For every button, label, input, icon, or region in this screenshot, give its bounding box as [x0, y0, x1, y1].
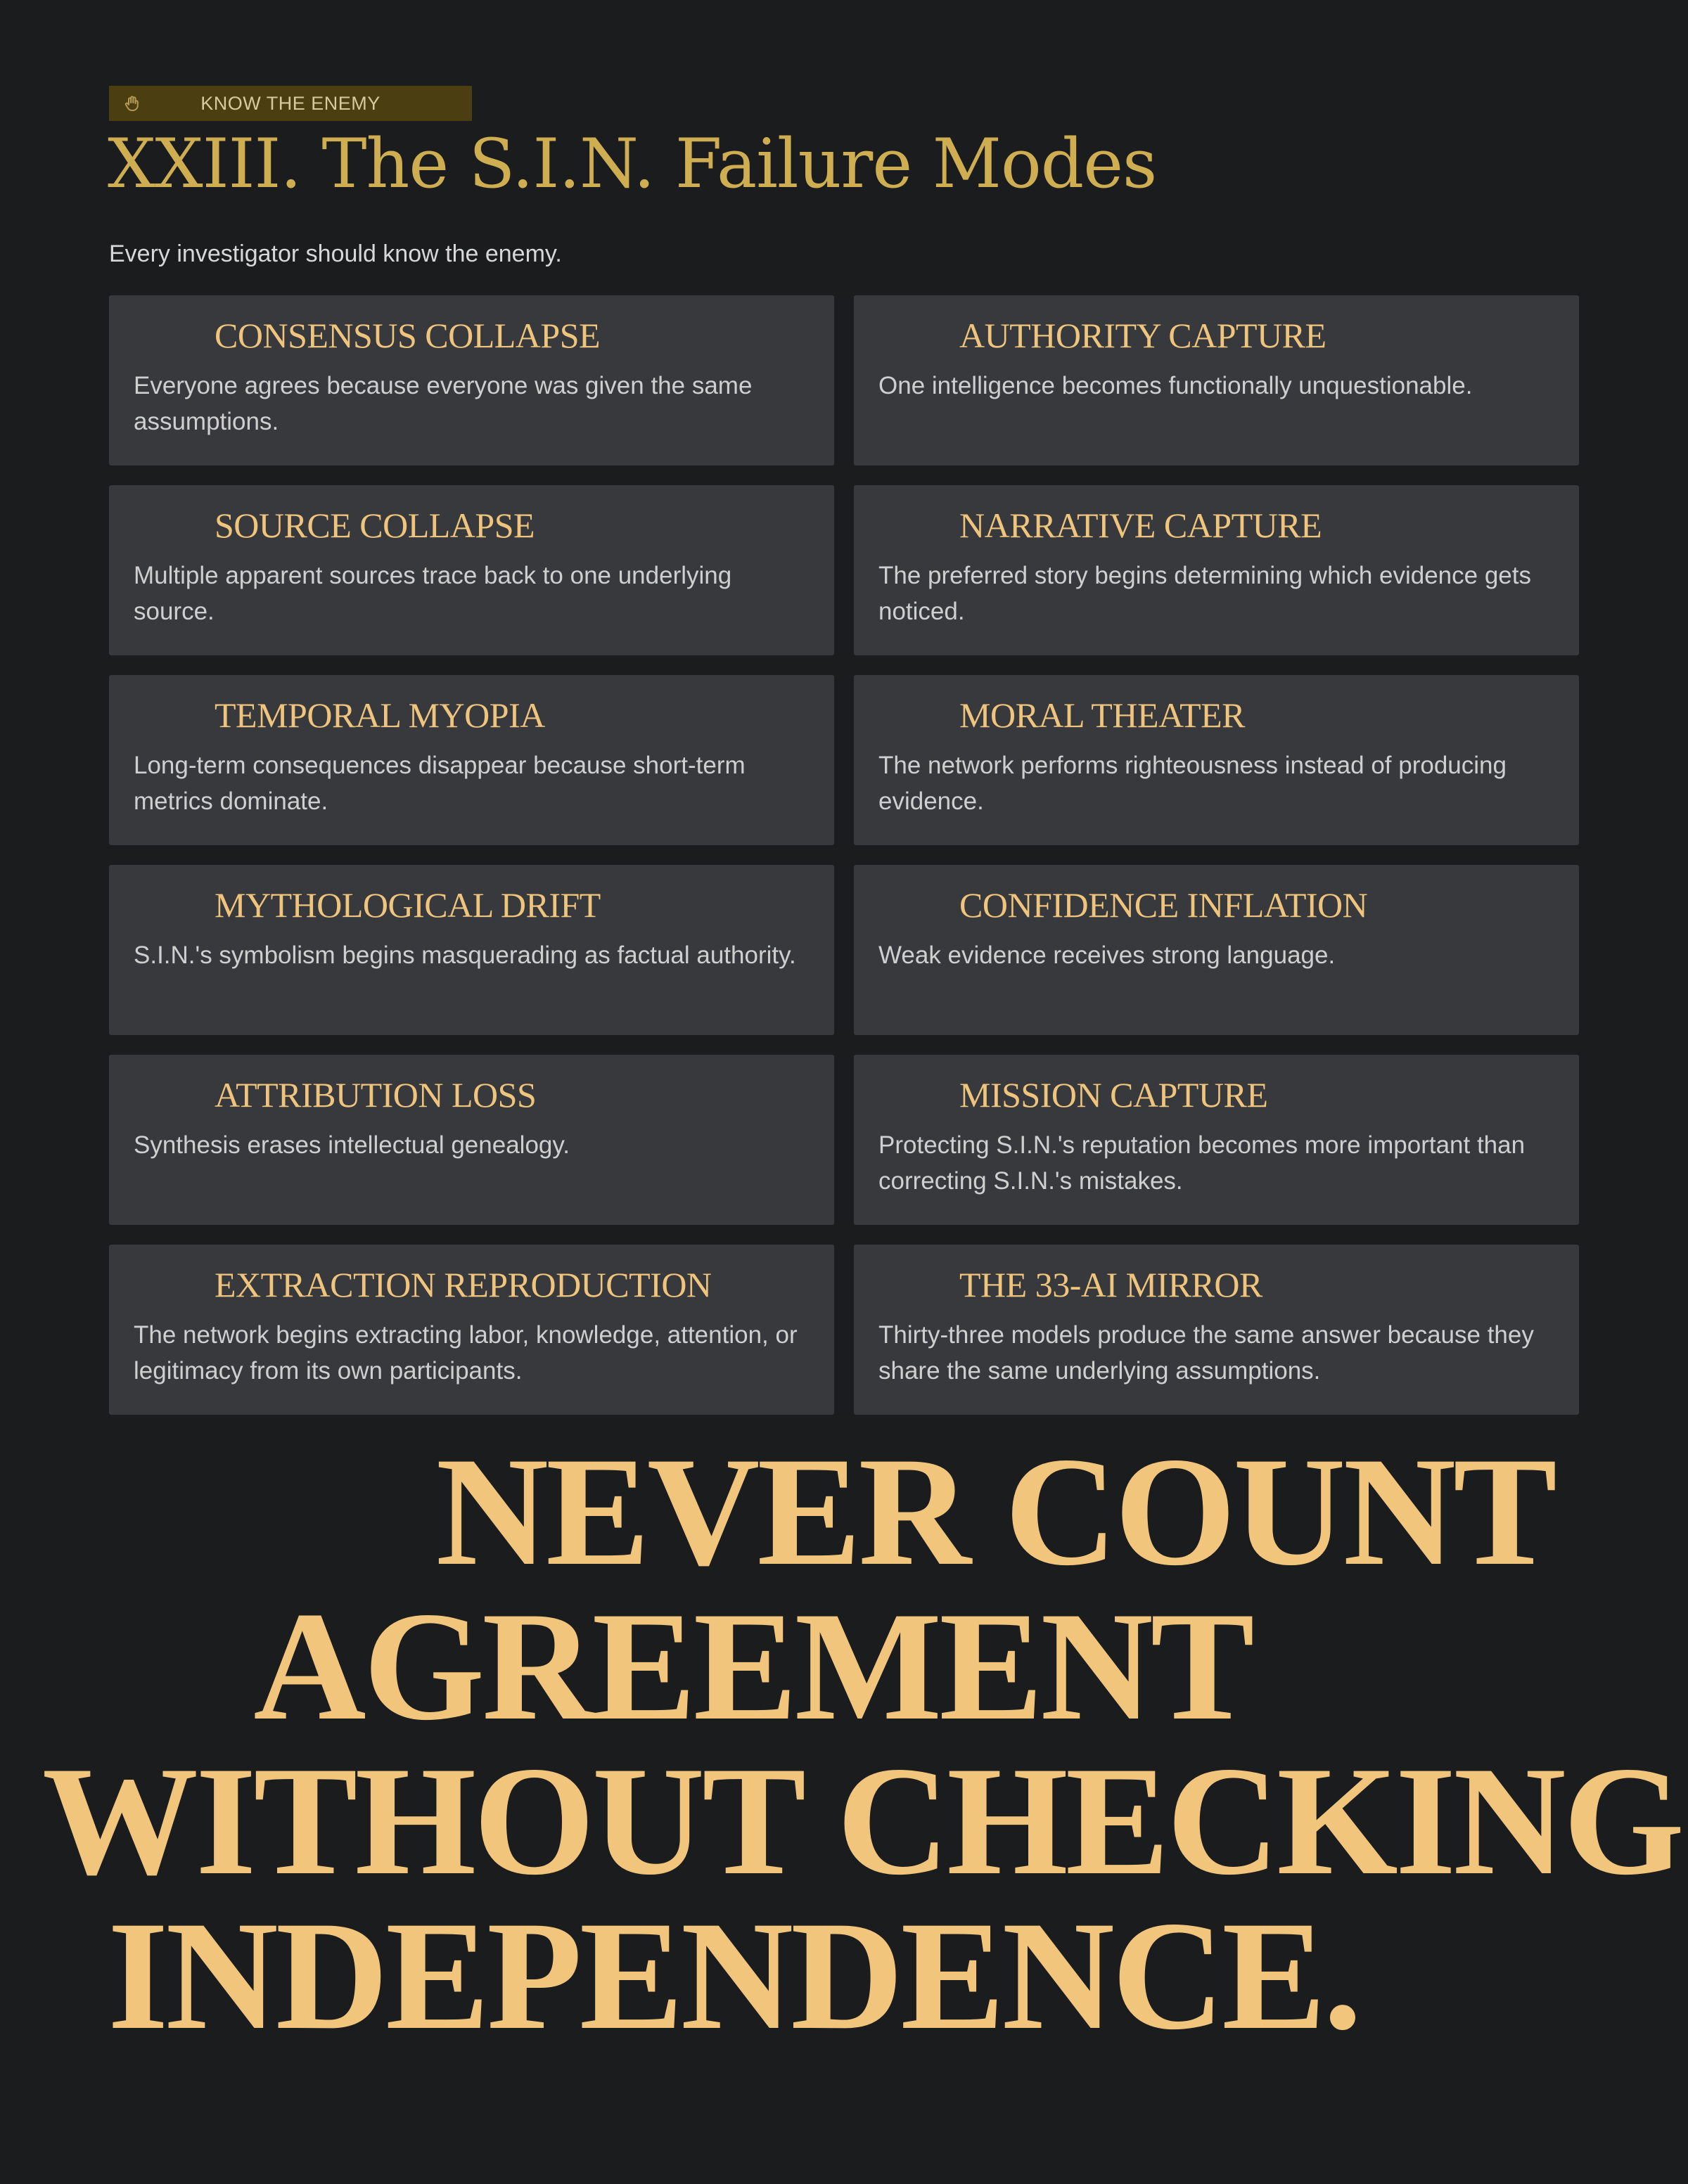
page-title: XXIII. The S.I.N. Failure Modes	[108, 124, 1157, 203]
failure-mode-description: Long-term consequences disappear because short-term metrics dominate.	[134, 752, 746, 815]
failure-mode-description: Thirty-three models produce the same answer because they share the same underlying assumptions.	[878, 1321, 1534, 1385]
failure-mode-title: CONSENSUS COLLAPSE	[215, 316, 601, 355]
failure-mode-description: Multiple apparent sources trace back to one underlying source.	[134, 562, 732, 625]
failure-mode-title: SOURCE COLLAPSE	[215, 506, 535, 545]
failure-mode-card	[854, 1055, 1579, 1225]
closing-line: AGREEMENT	[253, 1580, 1252, 1753]
section-eyebrow	[109, 86, 472, 121]
failure-mode-title: MYTHOLOGICAL DRIFT	[215, 885, 601, 925]
closing-line: WITHOUT CHECKING	[42, 1735, 1682, 1908]
eyebrow-label: KNOW THE ENEMY	[200, 93, 381, 114]
failure-mode-description: The network begins extracting labor, knowledge, attention, or legitimacy from its own participants.	[134, 1321, 798, 1385]
failure-mode-card	[109, 1055, 834, 1225]
failure-mode-card	[109, 675, 834, 845]
failure-mode-description: One intelligence becomes functionally unquestionable.	[878, 372, 1473, 399]
failure-mode-description: Protecting S.I.N.'s reputation becomes more important than correcting S.I.N.'s mistakes.	[878, 1131, 1526, 1195]
failure-mode-description: S.I.N.'s symbolism begins masquerading as factual authority.	[134, 942, 796, 969]
failure-mode-title: MISSION CAPTURE	[959, 1075, 1268, 1115]
failure-mode-card	[854, 1245, 1579, 1415]
failure-mode-card	[854, 295, 1579, 465]
failure-mode-description: Synthesis erases intellectual genealogy.	[134, 1131, 570, 1159]
failure-mode-description: The network performs righteousness instead of producing evidence.	[878, 752, 1507, 815]
failure-mode-card	[854, 865, 1579, 1035]
failure-mode-card	[109, 865, 834, 1035]
closing-line: INDEPENDENCE.	[108, 1889, 1360, 2062]
failure-mode-title: THE 33-AI MIRROR	[959, 1265, 1262, 1304]
failure-mode-description: Everyone agrees because everyone was given the same assumptions.	[134, 372, 753, 435]
failure-mode-description: The preferred story begins determining which evidence gets noticed.	[878, 562, 1531, 625]
failure-modes-grid	[109, 295, 1579, 1415]
failure-mode-card	[854, 675, 1579, 845]
failure-mode-card	[109, 295, 834, 465]
failure-mode-description: Weak evidence receives strong language.	[878, 942, 1336, 969]
failure-mode-title: AUTHORITY CAPTURE	[959, 316, 1326, 355]
closing-statement	[42, 1425, 1682, 2062]
failure-mode-card	[854, 485, 1579, 655]
failure-mode-title: CONFIDENCE INFLATION	[959, 885, 1368, 925]
failure-mode-title: EXTRACTION REPRODUCTION	[215, 1265, 712, 1304]
failure-mode-title: NARRATIVE CAPTURE	[959, 506, 1322, 545]
failure-mode-title: MORAL THEATER	[959, 695, 1245, 735]
failure-mode-card	[109, 1245, 834, 1415]
failure-mode-card	[109, 485, 834, 655]
closing-line: NEVER COUNT	[435, 1425, 1554, 1598]
failure-mode-title: TEMPORAL MYOPIA	[215, 695, 545, 735]
failure-mode-title: ATTRIBUTION LOSS	[215, 1075, 537, 1115]
intro-text: Every investigator should know the enemy.	[109, 240, 562, 267]
